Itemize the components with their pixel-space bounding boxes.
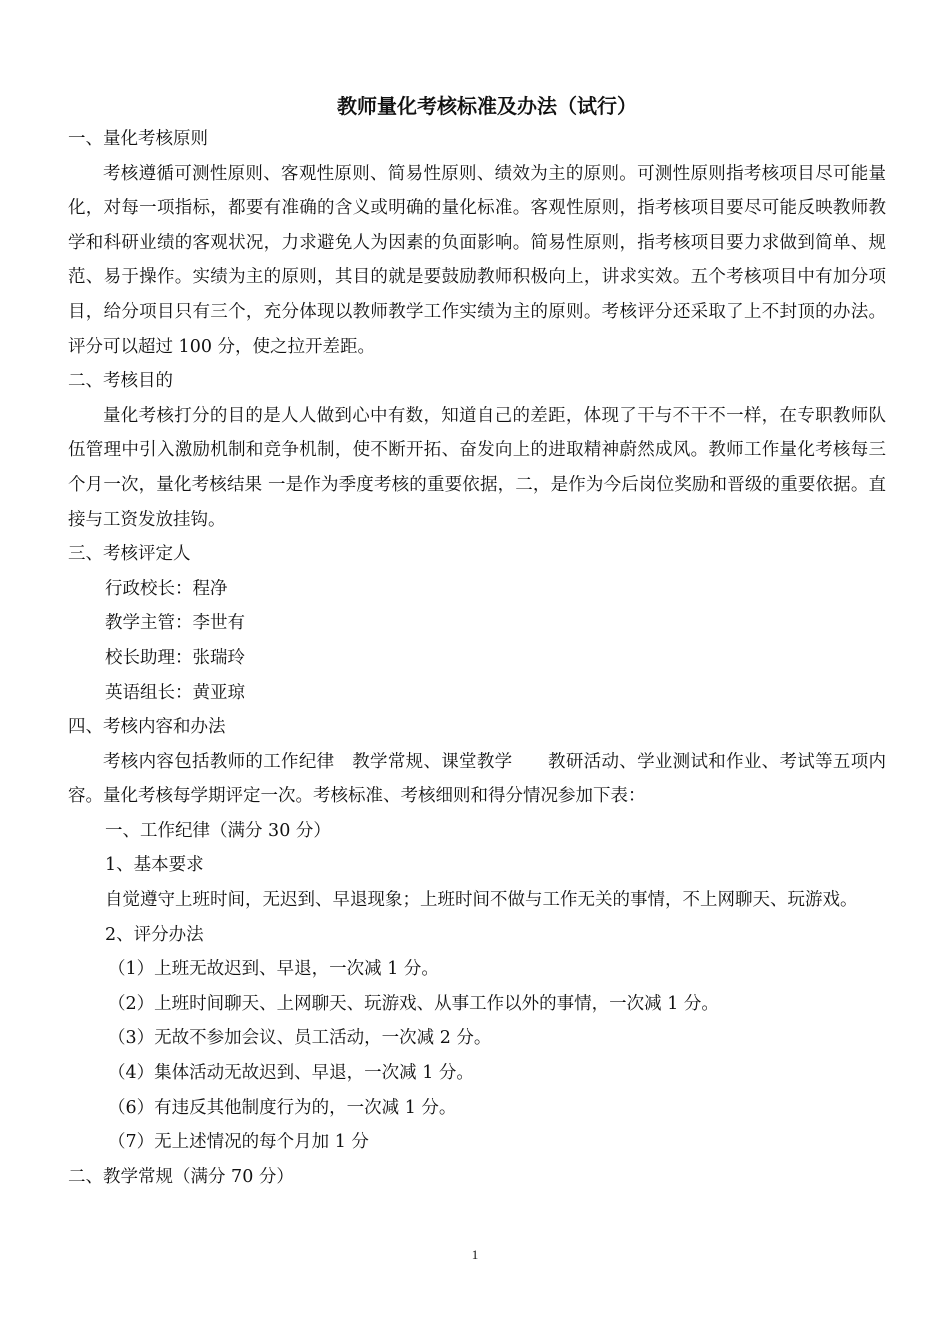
paragraph-purpose: 量化考核打分的目的是人人做到心中有数，知道自己的差距，体现了干与不干不一样，在专职教师队伍管理中引入激励机制和竞争机制，使不断开拓、奋发向上的进取精神蔚然成风。教师工作量化考核每三个月一次，量化考核结果 一是作为季度考核的重要依据，二，是作为今后岗位奖励和晋级的重要依据。直接与工资发放挂钩。	[68, 405, 886, 530]
assessor-item: 行政校长：程净	[105, 578, 228, 599]
subsection-heading-discipline: 一、工作纪律（满分 30 分）	[105, 820, 331, 841]
paragraph-principles: 考核遵循可测性原则、客观性原则、简易性原则、绩效为主的原则。可测性原则指考核项目尽可能量化，对每一项指标，都要有准确的含义或明确的量化标准。客观性原则，指考核项目要尽可能反映教师教学和科研业绩的客观状况，力求避免人为因素的负面影响。简易性原则，指考核项目要力求做到简单、规范、易于操作。实绩为主的原则，其目的就是要鼓励教师积极向上，讲求实效。五个考核项目中有加分项目，给分项目只有三个，充分体现以教师教学工作实绩为主的原则。考核评分还采取了上不封顶的办法。评分可以超过 100 分，使之拉开差距。	[68, 163, 886, 357]
subsection-heading-scoring: 2、评分办法	[105, 924, 204, 945]
scoring-rule: （7）无上述情况的每个月加 1 分	[108, 1132, 369, 1153]
document-page	[68, 90, 886, 1194]
scoring-rule: （2）上班时间聊天、上网聊天、玩游戏、从事工作以外的事情，一次减 1 分。	[108, 993, 719, 1014]
section-heading-purpose: 二、考核目的	[68, 371, 173, 392]
assessor-item: 英语组长：黄亚琼	[105, 682, 245, 703]
page-number: 1	[471, 1247, 479, 1262]
assessor-item: 校长助理：张瑞玲	[105, 647, 245, 668]
scoring-rule: （1）上班无故迟到、早退，一次减 1 分。	[108, 959, 439, 980]
section-heading-teaching-routine: 二、教学常规（满分 70 分）	[68, 1166, 294, 1187]
section-heading-assessors: 三、考核评定人	[68, 544, 191, 565]
subsection-heading-requirements: 1、基本要求	[105, 855, 204, 876]
requirements-text: 自觉遵守上班时间，无迟到、早退现象；上班时间不做与工作无关的事情，不上网聊天、玩游戏。	[105, 890, 858, 911]
document-title: 教师量化考核标准及办法（试行）	[337, 94, 637, 118]
assessor-item: 教学主管：李世有	[105, 613, 245, 634]
scoring-rule: （6）有违反其他制度行为的，一次减 1 分。	[108, 1097, 457, 1118]
section-heading-content: 四、考核内容和办法	[68, 717, 226, 738]
scoring-rule: （4）集体活动无故迟到、早退，一次减 1 分。	[108, 1063, 474, 1084]
paragraph-content: 考核内容包括教师的工作纪律 教学常规、课堂教学 教研活动、学业测试和作业、考试等五项内容。量化考核每学期评定一次。考核标准、考核细则和得分情况参加下表：	[68, 751, 886, 807]
section-heading-principles: 一、量化考核原则	[68, 129, 208, 149]
scoring-rule: （3）无故不参加会议、员工活动，一次减 2 分。	[108, 1028, 492, 1049]
